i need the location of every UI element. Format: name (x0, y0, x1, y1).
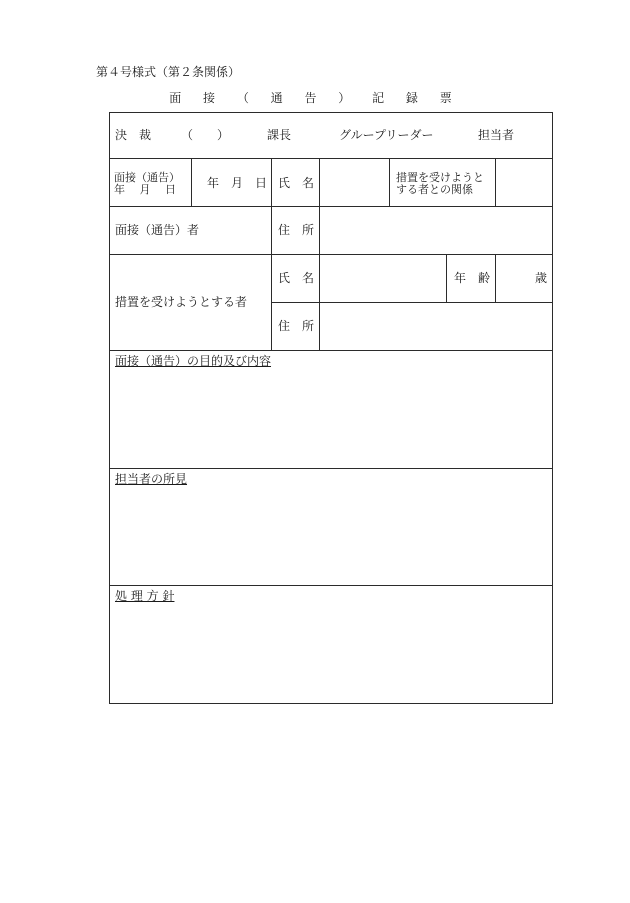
rule-age-right (495, 254, 496, 302)
subject-address-label: 住 所 (278, 319, 315, 333)
section-chief-label: 課長 (267, 128, 292, 142)
form-title: 面 接 （ 通 告 ） 記 録 票 (169, 91, 461, 105)
rule-row2 (109, 206, 553, 207)
rule-top (109, 112, 553, 113)
rule-row4 (271, 302, 553, 303)
rule-label-split (271, 158, 272, 350)
interviewee-label: 面接（通告）者 (115, 223, 200, 237)
age-unit: 歳 (535, 271, 548, 285)
policy-section-body[interactable] (115, 609, 545, 697)
policy-section-label: 処 理 方 針 (115, 589, 175, 603)
purpose-section-label: 面接（通告）の目的及び内容 (115, 354, 272, 368)
age-label: 年 齢 (454, 271, 491, 285)
findings-section-label: 担当者の所見 (115, 472, 188, 486)
purpose-section-body[interactable] (115, 374, 545, 464)
subject-label: 措置を受けようとする者 (115, 295, 248, 309)
approval-label: 決 裁 (115, 128, 152, 142)
subject-name-label: 氏 名 (278, 271, 315, 285)
record-form-grid (109, 112, 553, 704)
approval-paren: （ ） (181, 128, 230, 142)
rule-row3 (109, 254, 553, 255)
relation-label-1: 措置を受けようと (396, 171, 484, 184)
interview-date-value[interactable]: 年 月 日 (207, 176, 268, 190)
findings-section-body[interactable] (115, 492, 545, 580)
interview-date-label-1: 面接（通告） (114, 171, 180, 184)
rule-left (109, 112, 110, 704)
rule-bottom (109, 703, 553, 704)
group-leader-label: グループリーダー (339, 128, 434, 142)
rule-relation-right (495, 158, 496, 206)
relation-label-2: する者との関係 (396, 183, 473, 196)
rule-row1 (109, 158, 553, 159)
rule-row5 (109, 350, 553, 351)
rule-row7 (109, 585, 553, 586)
rule-age-left (446, 254, 447, 302)
interviewee-address-label: 住 所 (278, 223, 315, 237)
person-in-charge-label: 担当者 (478, 128, 515, 142)
rule-row6 (109, 468, 553, 469)
name-label: 氏 名 (278, 176, 315, 190)
form-number: 第４号様式（第２条関係） (96, 65, 241, 79)
rule-field-split (319, 158, 320, 350)
rule-right (552, 112, 553, 704)
interview-date-label-2: 年 月 日 (114, 183, 176, 196)
rule-relation-left (389, 158, 390, 206)
rule-date-split (191, 158, 192, 206)
